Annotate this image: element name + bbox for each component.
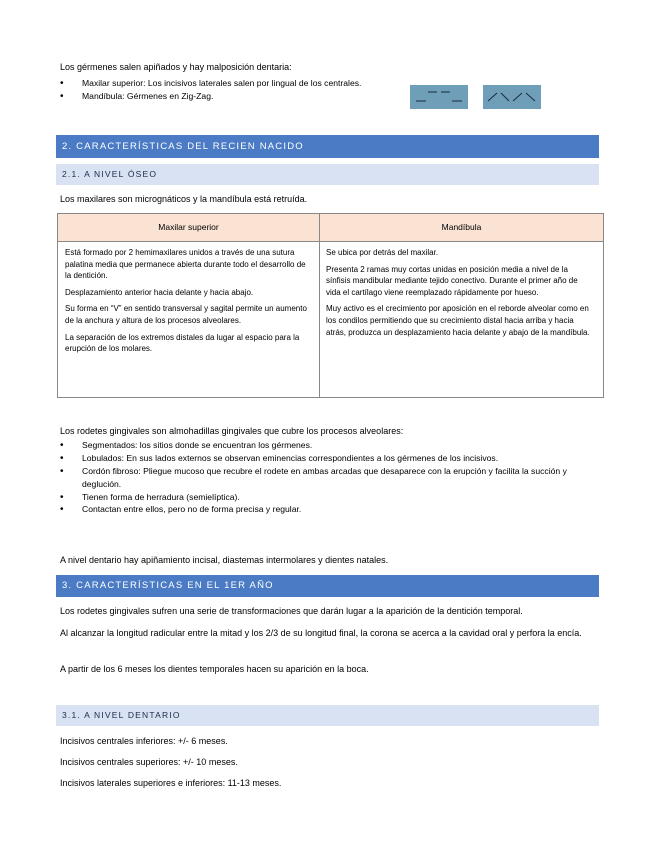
cell-paragraph: La separación de los extremos distales da lugar al espacio para la erupción de los molares. [65,332,300,354]
cell-paragraph: Desplazamiento anterior hacia delante y hacia abajo. [65,287,254,297]
list-item: • Mandíbula: Gérmenes en Zig-Zag. [60,90,600,103]
paragraph: Incisivos laterales superiores e inferiores: 11-13 meses. [60,778,282,788]
cell-paragraph: Está formado por 2 hemimaxilares unidos a través de una sutura palatina media que permanece abierta durante todo el desarrollo de la dentición. [65,248,306,281]
cell-paragraph: Muy activo es el crecimiento por aposición en el reborde alveolar como en los condilos permitiendo que su crecimiento distal hacia arriba y hacia atrás, produzca un desplazamiento hacia delante y abajo de la mandíbula. [326,304,590,337]
table-cell-maxilar [65,247,312,360]
paragraph: Incisivos centrales superiores: +/- 10 meses. [60,757,238,767]
cell-paragraph: Se ubica por detrás del maxilar. [326,248,439,257]
intro-text: Los gérmenes salen apiñados y hay malposición dentaria: [60,62,292,72]
paragraph: Al alcanzar la longitud radicular entre la mitad y los 2/3 de su longitud final, la corona se acerca a la cavidad oral y perfora la encía. [60,628,582,638]
cell-paragraph: Presenta 2 ramas muy cortas unidas en posición media a nivel de la sínfisis mandibular mediante tejido conectivo. Durante el primer año de vida el cartílago viene reemplazado rápidamente por hueso. [326,264,578,297]
section-2-1-heading: 2.1. A NIVEL ÓSEO [56,164,599,185]
paragraph: Incisivos centrales inferiores: +/- 6 meses. [60,736,228,746]
table-header-maxilar: Maxilar superior [58,214,319,242]
mandible-zigzag-diagram-icon [483,85,541,109]
paragraph: A partir de los 6 meses los dientes temporales hacen su aparición en la boca. [60,664,369,674]
list-item: • Contactan entre ellos, pero no de forma precisa y regular. [60,503,600,516]
paragraph: Los rodetes gingivales son almohadillas gingivales que cubre los procesos alveolares: [60,426,404,436]
maxilla-teeth-diagram-icon [410,85,468,109]
list-item: • Segmentados: los sitios donde se encuentran los gérmenes. [60,439,600,452]
paragraph: Los rodetes gingivales sufren una serie de transformaciones que darán lugar a la aparición de la dentición temporal. [60,606,523,616]
paragraph: Los maxilares son micrognáticos y la mandíbula está retruída. [60,194,308,204]
list-item: • Tienen forma de herradura (semielíptica). [60,491,600,504]
rodetes-list [60,439,600,516]
section-2-heading: 2. CARACTERÍSTICAS DEL RECIEN NACIDO [56,135,599,158]
table-header-mandibula: Mandíbula [320,214,603,242]
section-3-1-heading: 3.1. A NIVEL DENTARIO [56,705,599,726]
comparison-table [57,213,604,398]
list-item: • Lobulados: En sus lados externos se observan eminencias correspondientes a los gérmenes de los incisivos. [60,452,600,465]
list-item: • Maxilar superior: Los incisivos laterales salen por lingual de los centrales. [60,77,600,90]
cell-paragraph: Su forma en “V” en sentido transversal y sagital permite un aumento de la anchura y altura de los procesos alveolares. [65,304,307,325]
table-cell-mandibula [326,247,594,343]
paragraph: A nivel dentario hay apiñamiento incisal, diastemas intermolares y dientes natales. [60,555,389,565]
table-divider [319,214,320,397]
list-item: • Cordón fibroso: Pliegue mucoso que recubre el rodete en ambas arcadas que desaparece con la erupción y facilita la succión y deglución. [60,465,600,491]
section-3-heading: 3. CARACTERÍSTICAS EN EL 1ER AÑO [56,575,599,597]
